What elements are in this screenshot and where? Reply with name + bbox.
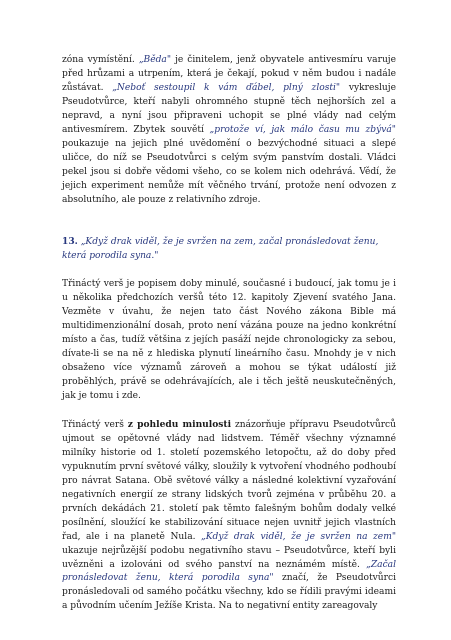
p3-text-g: značí, že Pseudotvůrci pronásledovali od samého počátku všechny, kdo se řídili pravými ideami a původním učením Ježíše Krista. Na to negativní entity zareagovaly (62, 573, 396, 612)
verse-heading (62, 235, 396, 264)
verse-number: 13. (62, 236, 78, 248)
p3-text-c: znázorňuje přípravu Pseudotvůrců ujmout se opětovné vlády nad lidstvem. Téměř všechny významné milníky historie od 1. století pozemského letopočtu, až do doby před vypuknutím první světové války, sloužily k vytvoření vhodného podhoubí pro návrat Satana. Obě světové války a následné kolektivní vyzařování negativních energií ze strany lidských tvorů zejména v průběhu 20. a prvních dekádách 21. století pak těmto falešným bohům dodaly velké posílnění, sloužící ke stabilizování situace nejen uvnitř jejich vlastních řad, ale i na planetě Nula. (62, 419, 396, 542)
p1-text-g: poukazuje na jejich plné uvědomění o bezvýchodné situaci a slepé uličce, do níž se Pseudotvůrci s celým svým panstvím dostali. Vládci pekel jsou si dobře vědomi všeho, co se kolem nich odehrává. Vědí, že jejich experiment nemůže mít věčného trvání, protože není odvozen z absolutního, ale pouze z relativního zdroje. (62, 138, 396, 205)
p3-quote-zena: „Začal pronásledovat ženu, která porodila syna" (62, 559, 396, 584)
p1-quote-dabel: „Neboť sestoupil k vám ďábel, plný zlosti" (112, 82, 341, 93)
p1-quote-beda: „Běda" (138, 55, 172, 65)
spacer (62, 207, 396, 221)
spacer (62, 264, 396, 278)
p3-bold-minulost: z pohledu minulosti (127, 418, 232, 430)
p3-text-e: ukazuje nejrůzější podobu negativního stavu – Pseudotvůrce, kteří byli uvězněni a izolováni od svého panství na neznámém místě. (62, 545, 396, 570)
p1-text-a: zóna vymístění. (62, 55, 139, 65)
p3-text-a: Třináctý verš (62, 419, 128, 430)
p1-text-c: je činitelem, jenž obyvatele antivesmíru varuje před hrůzami a utrpením, která je čekají, pokud v něm budou i nadále zůstávat. (62, 55, 396, 93)
p1-quote-cas: „protože ví, jak málo času mu zbývá" (209, 124, 396, 135)
spacer (62, 221, 396, 235)
p1-text-e: vykresluje Pseudotvůrce, kteří nabyli ohromného stupně těch nejhorších zel a nepravd, a nyní jsou připraveni uchopit se plné vlády nad celým antivesmírem. Zbytek souvětí (62, 82, 396, 135)
spacer (62, 404, 396, 418)
document-page (62, 54, 396, 614)
paragraph-3 (62, 418, 396, 614)
paragraph-2: Třináctý verš je popisem doby minulé, současné i budoucí, jak tomu je i u několika předchozích veršů této 12. kapitoly Zjevení svatého Jana. Vezměte v úvahu, že nejen tato část Nového zákona Bible má multidimenzionální dosah, proto není vázána pouze na jedno konkrétní místo a čas, tudíž většina z jejích pasáží nejde chronologicky za sebou, dívate-li se na ně z hlediska plynutí lineárního času. Mnohdy je v nich obsaženo více významů zároveň a mohou se týkat událostí již proběhlých, právě se odehrávajících, ale i těch ještě neuskutečněných, jak je tomu i zde. (62, 279, 396, 402)
paragraph-1 (62, 54, 396, 207)
verse-quote: „Když drak viděl, že je svržen na zem, začal pronásledovat ženu, která porodila syna." (62, 237, 379, 262)
p3-quote-drak: „Když drak viděl, že je svržen na zem" (201, 531, 396, 542)
